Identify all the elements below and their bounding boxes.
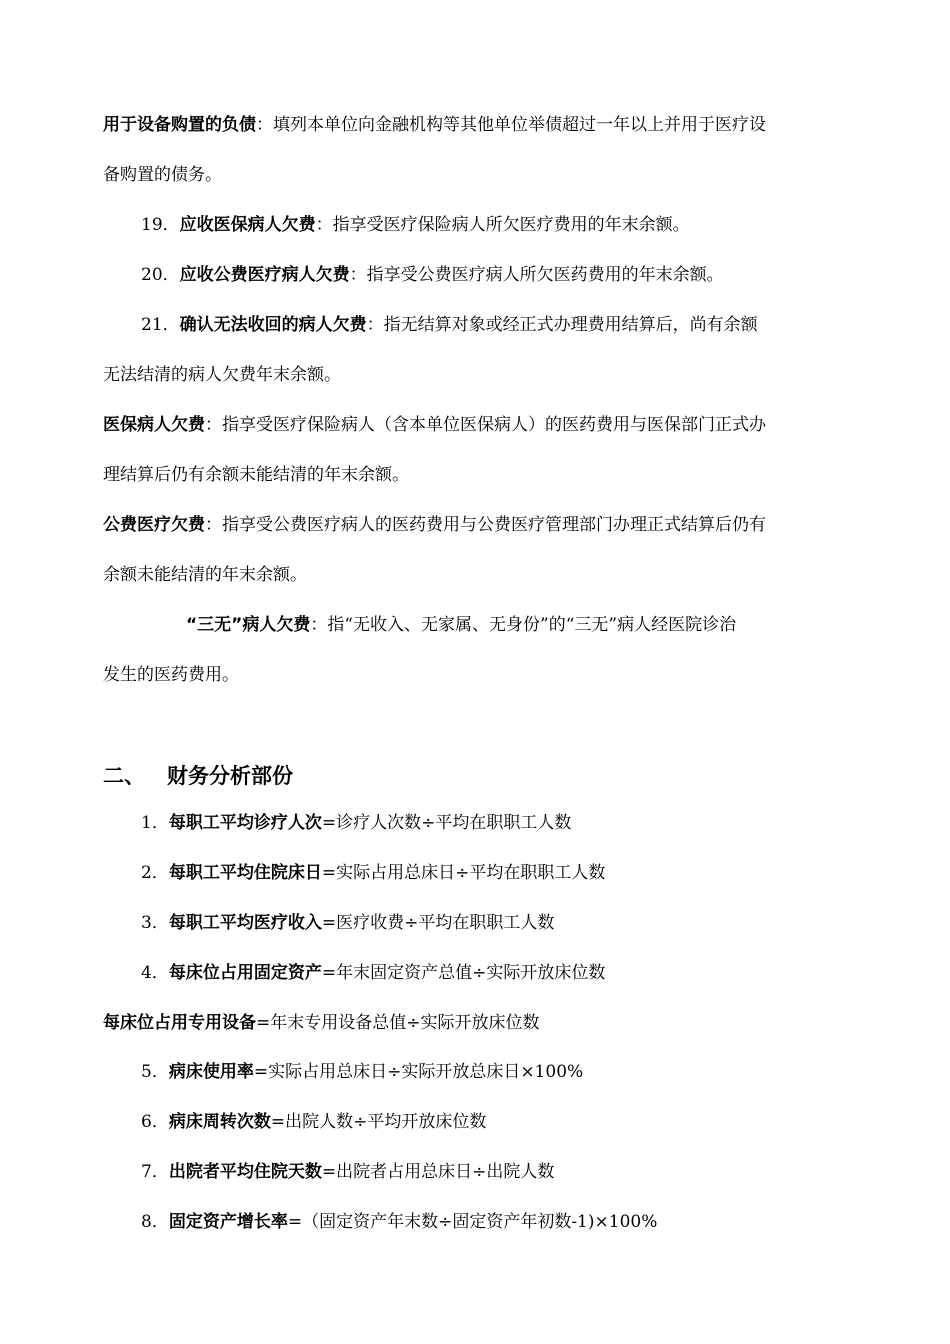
- item-number: 4．: [141, 963, 169, 983]
- item-number: 20．: [141, 265, 180, 285]
- definition-text: ：指享受医疗保险病人（含本单位医保病人）的医药费用与医保部门正式办: [205, 415, 766, 435]
- formula-text: =出院人数÷平均开放床位数: [270, 1112, 487, 1132]
- formula-text: =实际占用总床日÷实际开放总床日×100%: [253, 1062, 584, 1082]
- term: 出院者平均住院天数: [168, 1162, 322, 1182]
- section-title: 财务分析部份: [167, 764, 293, 788]
- formula-line: [141, 962, 605, 984]
- term: 每床位占用固定资产: [168, 963, 322, 983]
- item-number: 6．: [141, 1112, 169, 1132]
- term: “三无”病人欠费: [186, 615, 311, 635]
- term: 应收医保病人欠费: [179, 215, 316, 235]
- term: 确认无法收回的病人欠费: [179, 315, 367, 335]
- formula-line: [103, 1012, 540, 1034]
- definition-text: ：指享受公费医疗病人所欠医药费用的年末余额。: [349, 265, 724, 285]
- definition-line: [141, 264, 724, 286]
- section-number: 二、: [103, 764, 145, 788]
- term: 固定资产增长率: [168, 1212, 288, 1232]
- definition-continuation: 理结算后仍有余额未能结清的年末余额。: [103, 465, 409, 485]
- formula-text: =诊疗人次数÷平均在职职工人数: [321, 813, 572, 833]
- term: 应收公费医疗病人欠费: [179, 265, 350, 285]
- term: 病床使用率: [168, 1062, 254, 1082]
- formula-text: =年末专用设备总值÷实际开放床位数: [256, 1013, 540, 1033]
- term: 每职工平均医疗收入: [168, 913, 322, 933]
- definition-text: ：指享受公费医疗病人的医药费用与公费医疗管理部门办理正式结算后仍有: [205, 515, 766, 535]
- definition-text: ：填列本单位向金融机构等其他单位举债超过一年以上并用于医疗设: [256, 115, 766, 135]
- section-heading: [103, 760, 293, 790]
- item-number: 1．: [141, 813, 169, 833]
- formula-text: =医疗收费÷平均在职职工人数: [321, 913, 555, 933]
- term: 病床周转次数: [168, 1112, 271, 1132]
- term: 用于设备购置的负债: [103, 115, 256, 135]
- definition-line: [103, 514, 766, 536]
- formula-line: [141, 862, 605, 884]
- term: 公费医疗欠费: [103, 515, 205, 535]
- formula-line: [141, 1111, 486, 1133]
- formula-text: =（固定资产年末数÷固定资产年初数-1)×100%: [287, 1212, 658, 1232]
- formula-text: =出院者占用总床日÷出院人数: [321, 1162, 555, 1182]
- definition-line: [141, 214, 690, 236]
- definition-text: ：指无结算对象或经正式办理费用结算后，尚有余额: [366, 315, 758, 335]
- definition-text: ：指“无收入、无家属、无身份”的“三无”病人经医院诊治: [310, 615, 737, 635]
- formula-line: [141, 1211, 657, 1233]
- formula-line: [141, 812, 571, 834]
- definition-text: ：指享受医疗保险病人所欠医疗费用的年末余额。: [315, 215, 690, 235]
- term: 每床位占用专用设备: [103, 1013, 256, 1033]
- definition-continuation: 备购置的债务。: [103, 165, 222, 185]
- formula-text: =年末固定资产总值÷实际开放床位数: [321, 963, 606, 983]
- definition-line: [103, 414, 766, 436]
- definition-continuation: 余额未能结清的年末余额。: [103, 565, 307, 585]
- item-number: 19．: [141, 215, 180, 235]
- definition-continuation: 无法结清的病人欠费年末余额。: [103, 365, 341, 385]
- term: 医保病人欠费: [103, 415, 205, 435]
- item-number: 2．: [141, 863, 169, 883]
- formula-line: [141, 1161, 554, 1183]
- definition-line: [103, 114, 766, 136]
- term: 每职工平均诊疗人次: [168, 813, 322, 833]
- formula-line: [141, 912, 554, 934]
- item-number: 21．: [141, 315, 180, 335]
- item-number: 3．: [141, 913, 169, 933]
- item-number: 8．: [141, 1212, 169, 1232]
- definition-continuation: 发生的医药费用。: [103, 665, 239, 685]
- item-number: 5．: [141, 1062, 169, 1082]
- term: 每职工平均住院床日: [168, 863, 322, 883]
- definition-line: [141, 314, 758, 336]
- item-number: 7．: [141, 1162, 169, 1182]
- definition-line: [186, 614, 736, 636]
- formula-line: [141, 1061, 583, 1083]
- formula-text: =实际占用总床日÷平均在职职工人数: [321, 863, 606, 883]
